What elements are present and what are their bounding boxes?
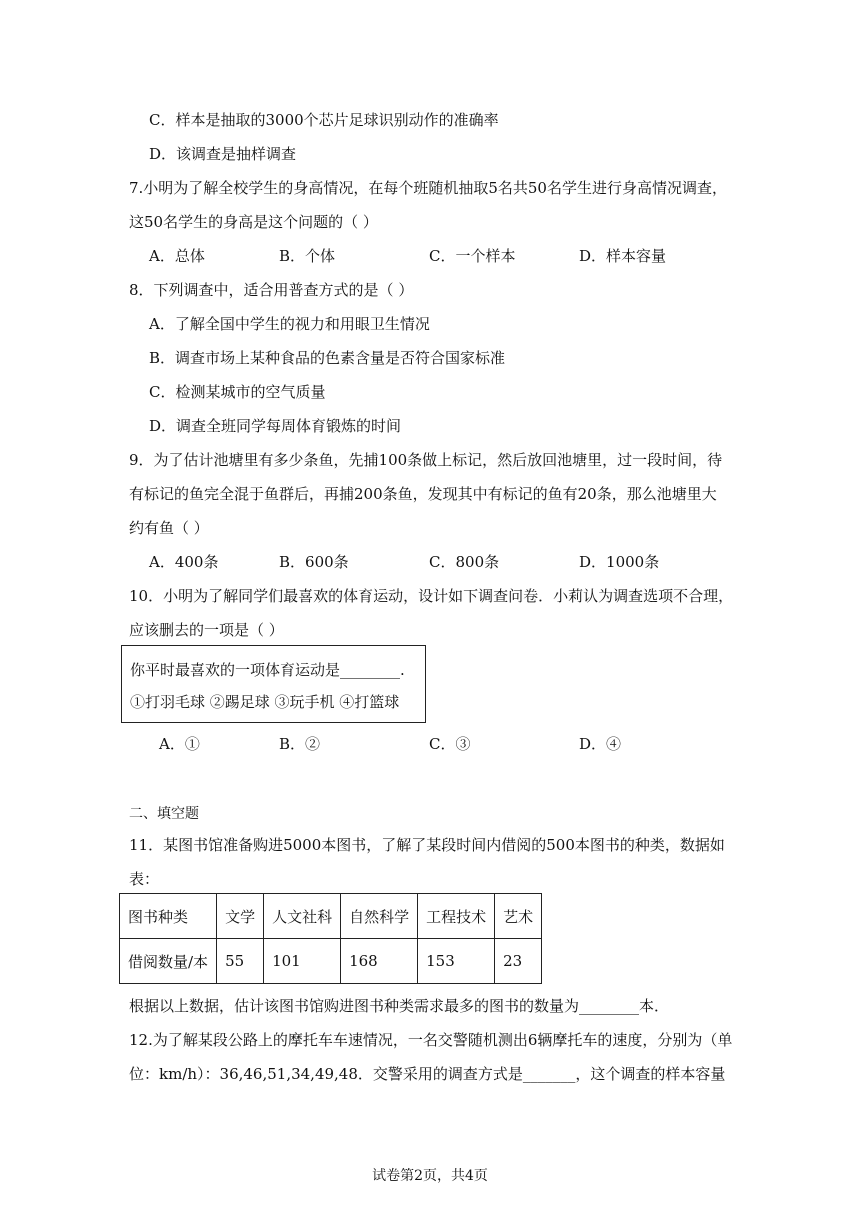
- q9-option-c: C．800条: [429, 553, 500, 571]
- q8-option-b: B．调查市场上某种食品的色素含量是否符合国家标准: [149, 349, 506, 367]
- q9-option-b: B．600条: [279, 553, 349, 571]
- table-cell: 工程技术: [418, 894, 495, 939]
- table-cell: 101: [264, 939, 341, 984]
- q10-option-b: B．②: [279, 735, 321, 753]
- q11-stem-line1: 11．某图书馆准备购进5000本图书，了解了某段时间内借阅的500本图书的种类，数据如: [129, 836, 725, 854]
- book-borrow-table: [119, 893, 542, 984]
- survey-options: ①打羽毛球 ②踢足球 ③玩手机 ④打篮球: [130, 693, 400, 711]
- q7-option-d: D．样本容量: [579, 247, 667, 265]
- table-cell: 55: [217, 939, 264, 984]
- q12-stem-line2: 位：km/h）：36,46,51,34,49,48．交警采用的调查方式是_______，这个调查的样本容量: [129, 1065, 726, 1083]
- table-cell: 23: [495, 939, 542, 984]
- q8-option-d: D．调查全班同学每周体育锻炼的时间: [149, 417, 402, 435]
- table-cell: 自然科学: [341, 894, 418, 939]
- q12-stem-line1: 12.为了解某段公路上的摩托车车速情况，一名交警随机测出6辆摩托车的速度，分别为（单: [129, 1031, 733, 1049]
- q10-option-a: A．①: [159, 735, 200, 753]
- table-row: [120, 939, 542, 984]
- survey-questionnaire-box: [121, 645, 426, 723]
- q7-option-b: B．个体: [279, 247, 336, 265]
- table-cell: 文学: [217, 894, 264, 939]
- q10-option-d: D．④: [579, 735, 622, 753]
- table-cell: 168: [341, 939, 418, 984]
- q10-option-c: C．③: [429, 735, 471, 753]
- q7-stem-line1: 7.小明为了解全校学生的身高情况，在每个班随机抽取5名共50名学生进行身高情况调查，: [129, 179, 727, 197]
- page-footer: 试卷第2页，共4页: [372, 1168, 488, 1184]
- q9-option-d: D．1000条: [579, 553, 660, 571]
- q9-option-a: A．400条: [149, 553, 219, 571]
- q10-stem-line2: 应该删去的一项是（ ）: [129, 621, 284, 639]
- q9-stem-line2: 有标记的鱼完全混于鱼群后，再捕200条鱼，发现其中有标记的鱼有20条，那么池塘里大: [129, 485, 717, 503]
- q6-option-d: D．该调查是抽样调查: [149, 145, 297, 163]
- table-cell: 153: [418, 939, 495, 984]
- q9-stem-line1: 9．为了估计池塘里有多少条鱼，先捕100条做上标记，然后放回池塘里，过一段时间，待: [129, 451, 723, 469]
- q7-stem-line2: 这50名学生的身高是这个问题的（ ）: [129, 213, 378, 231]
- q8-stem: 8．下列调查中，适合用普查方式的是（ ）: [129, 281, 414, 299]
- q7-option-c: C．一个样本: [429, 247, 516, 265]
- section-title-fill-in: 二、填空题: [129, 806, 199, 822]
- survey-question: 你平时最喜欢的一项体育运动是________.: [130, 661, 405, 679]
- q6-option-c: C．样本是抽取的3000个芯片足球识别动作的准确率: [149, 111, 499, 129]
- table-cell: 艺术: [495, 894, 542, 939]
- table-cell: 借阅数量/本: [120, 939, 217, 984]
- table-cell: 图书种类: [120, 894, 217, 939]
- q10-stem-line1: 10．小明为了解同学们最喜欢的体育运动，设计如下调查问卷．小莉认为调查选项不合理，: [129, 587, 734, 605]
- table-cell: 人文社科: [264, 894, 341, 939]
- q11-question: 根据以上数据，估计该图书馆购进图书种类需求最多的图书的数量为________本．: [129, 997, 670, 1015]
- q7-option-a: A．总体: [149, 247, 205, 265]
- q8-option-a: A．了解全国中学生的视力和用眼卫生情况: [149, 315, 430, 333]
- q8-option-c: C．检测某城市的空气质量: [149, 383, 326, 401]
- table-header-row: [120, 894, 542, 939]
- q11-stem-line2: 表：: [129, 870, 160, 888]
- q9-stem-line3: 约有鱼（ ）: [129, 519, 209, 537]
